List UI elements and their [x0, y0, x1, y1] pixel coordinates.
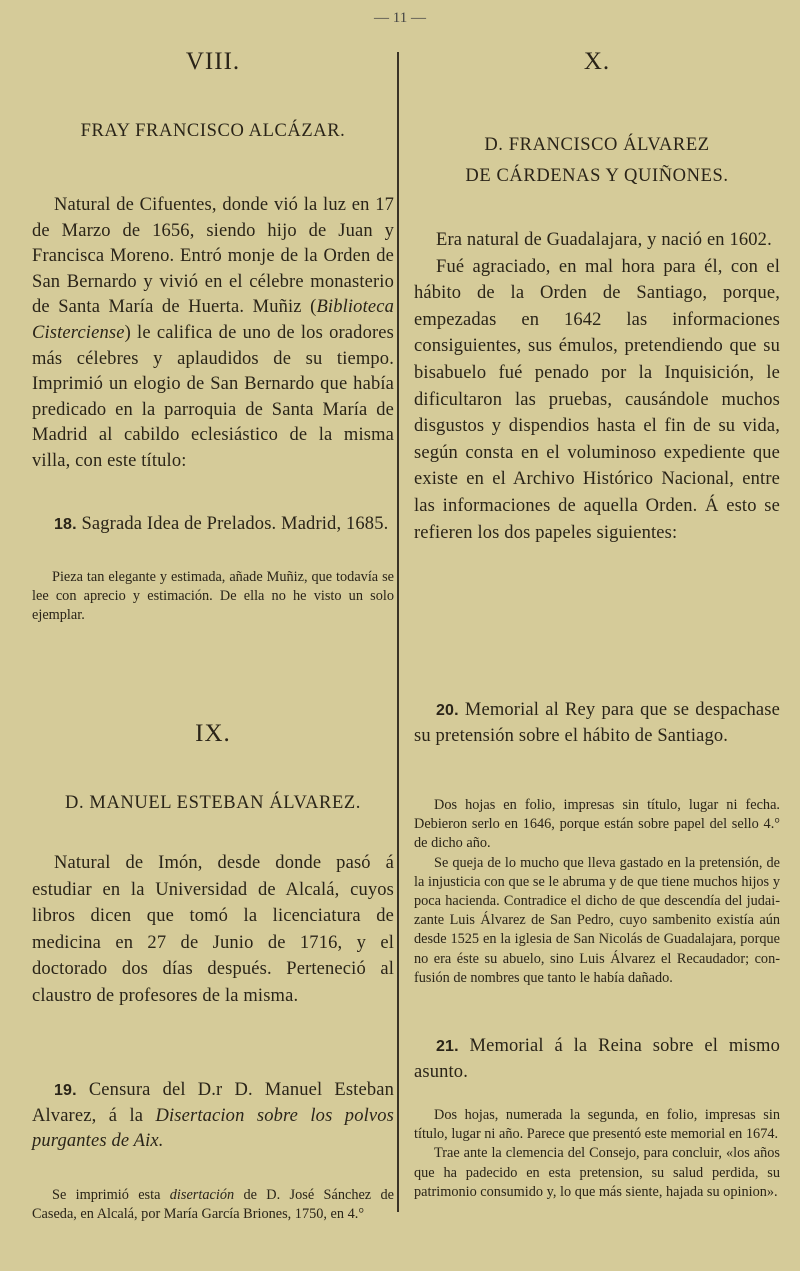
entry-18-note: [32, 568, 394, 626]
page-number: — 11 —: [374, 10, 426, 26]
entry-19: [32, 1078, 394, 1155]
biography-alcazar: [32, 193, 394, 475]
cited-work: Disertacion sobre los polvos purgantes de Aix.: [32, 1105, 394, 1152]
entry-number: 18.: [54, 516, 77, 533]
section-title-alcazar: FRAY FRANCISCO ALCÁZAR.: [80, 121, 346, 141]
note-text: Dos hojas, numerada la segunda, en folio, impresas sin título, lugar ni año. Parece que presentó este memorial en 1674.: [414, 1107, 780, 1143]
entry-18: [32, 512, 394, 538]
title-line: DE CÁRDENAS Y QUIÑONES.: [465, 166, 729, 186]
note-text: Se queja de lo mucho que lleva gastado en la pretensión, de la injusticia con que se le abruma y de que tiene muchos hijos y poca hacienda. Contradice el dicho de que descendía del judaizante Luis Álvarez de San Pedro, cuyo sambenito existía aún desde 1525 en la iglesia de San Nicolás de Guadalajara, porque no era éste su abuelo, sino Luis Álvarez el Recaudador; confusión de nombres que tanto le había dañado.: [414, 854, 780, 986]
section-number-x: X.: [583, 48, 611, 75]
note-text: Trae ante la clemencia del Consejo, para concluir, «los años que ha padecido en esta pretension, su salud perdida, su patrimonio consumido y, lo que más siente, hajada su opinion».: [414, 1145, 780, 1200]
entry-number: 21.: [436, 1038, 459, 1055]
biography-cardenas: [414, 227, 780, 546]
entry-20-note: [414, 796, 780, 988]
text: Natural de Cifuentes, donde vió la luz en 17 de Marzo de 1656, siendo hijo de Juan y Francisca Moreno. Entró monje de la Orden de San Bernardo y vivió en el célebre monasterio de Santa María de Huerta. Muñiz (: [32, 195, 394, 318]
entry-title: Memorial al Rey para que se despachase su pretensión sobre el hábito de Santiago.: [414, 700, 780, 746]
section-title-cardenas: [414, 130, 780, 192]
entry-21: [414, 1034, 780, 1085]
text: Fué agraciado, en mal hora para él, con el hábito de la Orden de Santiago, porque, empezadas en 1642 las informaciones consiguientes, sus émulos, pretendiendo que su bisabuelo fué penado por la Inquisición, le dificultaron las pruebas, causándole muchos disgustos y dispendios hasta el fin de su vida, según consta en el voluminoso expediente que existe en el Archivo Histórico Nacional, entre las informaciones de aquella Orden. Á esto se refieren los dos papeles siguientes:: [414, 256, 780, 543]
section-title-esteban: D. MANUEL ESTEBAN ÁLVAREZ.: [64, 793, 362, 813]
biography-esteban: [32, 850, 394, 1009]
text: Natural de Imón, desde donde pasó á estudiar en la Universidad de Alcalá, cuyos libros dicen que tomó la licenciatura de medicina en 27 de Junio de 1716, y el doctorado dos días después. Perteneció al claustro de profesores de la misma.: [32, 853, 394, 1006]
note-text: Pieza tan elegante y estimada, añade Muñiz, que todavía se lee con aprecio y estimación. De ella no he visto un solo ejemplar.: [32, 569, 394, 624]
entry-20: [414, 698, 780, 749]
section-number-viii: VIII.: [185, 48, 241, 75]
entry-21-note: [414, 1106, 780, 1202]
entry-title: Memorial á la Reina sobre el mismo asunto.: [414, 1036, 780, 1082]
entry-number: 19.: [54, 1082, 77, 1099]
note-text: Dos hojas en folio, impresas sin título, lugar ni fecha. Debieron serlo en 1646, porque están sobre papel del sello 4.° de dicho año.: [414, 797, 780, 852]
section-number-ix: IX.: [195, 720, 231, 747]
text: de D. José Sánchez de Caseda, en Alcalá, por María García Briones, 1750, en 4.°: [32, 1187, 394, 1223]
entry-19-note: [32, 1186, 394, 1224]
text: Era natural de Guadalajara, y nació en 1602.: [436, 230, 772, 250]
title-line: D. FRANCISCO ÁLVAREZ: [484, 135, 710, 155]
entry-number: 20.: [436, 702, 459, 719]
text: ) le califica de uno de los oradores más célebres y aplaudidos de su tiempo. Imprimió un elogio de San Bernardo que había predicado en la parroquia de Santa María de Madrid al cabildo eclesiástico de la misma villa, con este título:: [32, 322, 394, 471]
text: Se imprimió esta: [52, 1187, 170, 1203]
cited-work: disertación: [169, 1187, 235, 1203]
entry-title: Sagrada Idea de Prelados. Madrid, 1685.: [76, 514, 389, 534]
entry-title: Censura del D.r D. Manuel Esteban Alvarez, á la: [32, 1080, 394, 1126]
cited-work: Biblioteca Cisterciense: [32, 297, 394, 343]
column-divider: [397, 52, 399, 1212]
